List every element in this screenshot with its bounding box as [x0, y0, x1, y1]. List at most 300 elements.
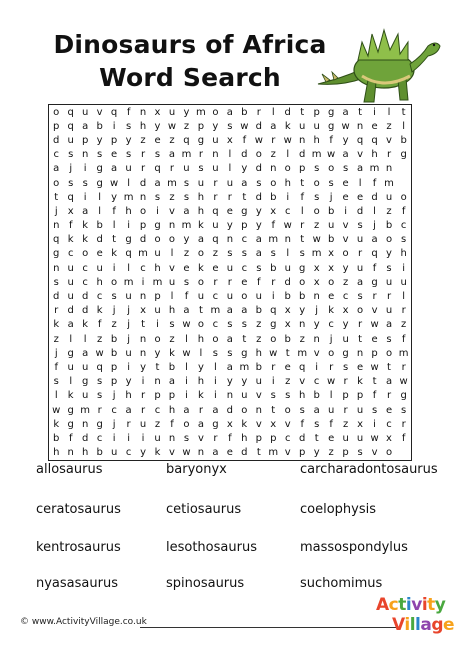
grid-letter: s [169, 319, 175, 331]
logo-letter: l [409, 615, 416, 635]
grid-letter: o [212, 333, 219, 345]
grid-letter: a [67, 319, 74, 331]
grid-letter: y [183, 234, 190, 246]
grid-letter: q [110, 106, 118, 118]
grid-letter: x [328, 262, 335, 274]
word-list-item: suchomimus [300, 576, 383, 591]
grid-letter: g [327, 120, 335, 132]
grid-letter: i [402, 262, 406, 274]
grid-letter: i [141, 376, 145, 388]
grid-row [49, 133, 411, 147]
grid-letter: y [342, 134, 349, 146]
logo-letter: i [421, 595, 428, 615]
grid-letter: y [96, 134, 103, 146]
grid-letter: k [198, 262, 204, 274]
grid-letter: l [373, 205, 376, 217]
grid-letter: z [169, 134, 175, 146]
grid-letter: o [270, 177, 277, 189]
grid-letter: c [154, 404, 161, 416]
grid-letter: c [212, 291, 219, 303]
grid-letter: w [269, 347, 278, 359]
grid-letter: v [357, 149, 364, 161]
grid-letter: d [226, 404, 234, 416]
grid-letter: n [313, 291, 320, 303]
grid-letter: o [197, 319, 204, 331]
grid-letter: l [69, 376, 73, 388]
grid-letter: h [299, 390, 306, 402]
grid-letter: r [213, 177, 218, 189]
grid-letter: y [140, 361, 146, 373]
grid-letter: n [168, 432, 176, 444]
grid-letter: w [370, 432, 379, 444]
grid-letter: a [385, 376, 393, 388]
grid-letter: b [168, 361, 176, 373]
grid-letter: r [386, 291, 392, 303]
grid-letter: d [255, 191, 262, 203]
grid-letter: d [255, 120, 262, 132]
grid-letter: z [212, 248, 219, 260]
grid-letter: t [300, 106, 305, 118]
grid-letter: v [284, 447, 291, 459]
grid-letter: p [110, 361, 118, 373]
grid-letter: x [140, 305, 146, 317]
grid-letter: s [357, 447, 363, 459]
grid-letter: p [270, 432, 277, 444]
grid-letter: s [68, 149, 74, 161]
word-list-item: nyasasaurus [36, 576, 118, 591]
grid-letter: g [53, 248, 60, 260]
grid-letter: w [399, 376, 408, 388]
grid-letter: x [313, 276, 320, 288]
grid-letter: c [328, 319, 334, 331]
grid-letter: t [372, 376, 377, 388]
grid-letter: i [127, 432, 130, 444]
grid-letter: w [110, 177, 119, 189]
grid-letter: v [96, 106, 103, 118]
grid-letter: u [110, 447, 118, 459]
grid-letter: r [386, 390, 392, 402]
grid-letter: b [313, 390, 320, 402]
grid-letter: r [386, 149, 392, 161]
grid-letter: d [299, 432, 306, 444]
grid-letter: y [111, 191, 118, 203]
grid-letter: u [385, 305, 393, 317]
grid-letter: o [313, 177, 320, 189]
grid-letter: j [329, 191, 333, 203]
grid-letter: m [268, 234, 279, 246]
logo-word-village [392, 615, 454, 635]
grid-letter: l [54, 390, 58, 402]
grid-letter: c [400, 220, 407, 232]
grid-letter: b [284, 291, 291, 303]
grid-letter: v [255, 390, 262, 402]
grid-letter: g [67, 418, 74, 430]
grid-letter: o [299, 276, 306, 288]
grid-letter: r [169, 163, 175, 175]
grid-letter: u [255, 291, 262, 303]
grid-letter: b [110, 333, 118, 345]
grid-letter: l [98, 205, 102, 217]
grid-letter: s [299, 404, 305, 416]
grid-letter: n [139, 291, 147, 303]
grid-letter: k [198, 220, 204, 232]
grid-letter: g [212, 418, 219, 430]
grid-letter: h [139, 120, 147, 132]
grid-letter: s [401, 404, 407, 416]
grid-letter: l [83, 333, 87, 345]
grid-letter: v [371, 305, 378, 317]
grid-letter: e [342, 191, 349, 203]
grid-letter: k [357, 376, 363, 388]
grid-letter: h [125, 205, 132, 217]
grid-letter: y [140, 447, 146, 459]
grid-letter: v [255, 418, 262, 430]
grid-letter: u [241, 390, 248, 402]
letter-grid-table [49, 105, 411, 460]
grid-letter: r [227, 191, 232, 203]
grid-letter: v [197, 432, 204, 444]
grid-letter: p [313, 106, 320, 118]
grid-letter: w [95, 347, 104, 359]
grid-letter: l [127, 262, 130, 274]
grid-letter: b [270, 262, 277, 274]
grid-letter: n [154, 376, 161, 388]
grid-letter: p [81, 134, 89, 146]
grid-letter: j [127, 333, 130, 345]
grid-letter: b [96, 120, 103, 132]
grid-letter: u [125, 163, 132, 175]
grid-letter: r [140, 149, 146, 161]
grid-letter: d [299, 149, 306, 161]
grid-letter: f [329, 418, 333, 430]
grid-letter: s [270, 248, 276, 260]
grid-letter: a [154, 177, 161, 189]
grid-letter: r [271, 361, 276, 373]
logo-letter: i [404, 615, 410, 635]
grid-letter: b [327, 234, 335, 246]
grid-letter: m [268, 447, 279, 459]
grid-letter: r [401, 361, 406, 373]
grid-letter: f [242, 134, 247, 146]
grid-letter: g [400, 390, 407, 402]
grid-letter: r [271, 134, 276, 146]
grid-letter: o [255, 149, 262, 161]
grid-letter: i [373, 106, 376, 118]
grid-letter: i [141, 276, 145, 288]
grid-letter: i [185, 376, 188, 388]
grid-letter: s [285, 390, 291, 402]
grid-letter: d [356, 205, 364, 217]
grid-letter: k [67, 234, 74, 246]
grid-letter: n [299, 134, 306, 146]
grid-letter: u [96, 262, 103, 274]
grid-letter: q [299, 361, 306, 373]
grid-letter: f [54, 361, 58, 373]
grid-letter: l [228, 163, 232, 175]
grid-letter: h [53, 447, 60, 459]
grid-letter: o [183, 418, 190, 430]
grid-letter: a [183, 205, 190, 217]
grid-letter: f [68, 432, 73, 444]
grid-letter: l [286, 149, 290, 161]
grid-letter: e [154, 134, 161, 146]
grid-letter: f [401, 205, 406, 217]
grid-letter: m [167, 177, 177, 189]
grid-letter: z [314, 220, 320, 232]
grid-letter: j [329, 333, 333, 345]
activity-village-logo [376, 595, 456, 647]
grid-letter: i [127, 220, 130, 232]
grid-letter: s [97, 390, 103, 402]
grid-letter: u [356, 404, 364, 416]
logo-word-activity [376, 595, 445, 615]
grid-letter: s [212, 347, 218, 359]
word-list [36, 462, 436, 597]
grid-letter: g [371, 276, 378, 288]
grid-letter: t [314, 432, 319, 444]
grid-letter: r [358, 319, 363, 331]
grid-letter: u [82, 106, 89, 118]
grid-letter: g [342, 347, 349, 359]
grid-letter: z [53, 333, 59, 345]
grid-letter: f [112, 205, 116, 217]
grid-letter: x [154, 106, 161, 118]
grid-letter: q [154, 163, 161, 175]
grid-letter: f [372, 177, 377, 189]
grid-letter: y [342, 262, 349, 274]
grid-letter: f [401, 432, 406, 444]
grid-letter: c [212, 319, 219, 331]
grid-letter: w [182, 319, 191, 331]
grid-letter: v [313, 347, 320, 359]
grid-letter: l [286, 248, 290, 260]
grid-letter: k [82, 234, 89, 246]
grid-letter: n [82, 149, 89, 161]
grid-letter: m [181, 149, 192, 161]
grid-letter: z [256, 319, 262, 331]
grid-letter: l [402, 120, 406, 132]
grid-letter: y [226, 376, 233, 388]
grid-letter: c [125, 447, 132, 459]
grid-letter: a [125, 404, 132, 416]
grid-letter: p [299, 447, 306, 459]
grid-letter: k [82, 319, 89, 331]
grid-letter: b [284, 333, 291, 345]
grid-letter: n [226, 234, 234, 246]
grid-letter: n [197, 447, 205, 459]
grid-letter: i [83, 163, 87, 175]
grid-letter: l [112, 220, 116, 232]
grid-letter: a [168, 149, 176, 161]
grid-letter: g [125, 234, 132, 246]
grid-letter: z [299, 333, 305, 345]
grid-letter: w [254, 134, 263, 146]
grid-letter: a [342, 106, 349, 118]
grid-letter: r [54, 305, 59, 317]
grid-letter: o [357, 305, 364, 317]
grid-letter: p [139, 220, 147, 232]
grid-letter: e [328, 291, 335, 303]
grid-letter: y [342, 319, 349, 331]
grid-letter: s [227, 120, 233, 132]
grid-letter: a [53, 163, 60, 175]
grid-letter: g [96, 163, 103, 175]
grid-letter: k [284, 120, 291, 132]
grid-letter: b [327, 205, 335, 217]
grid-letter: w [283, 220, 292, 232]
grid-letter: h [284, 177, 291, 189]
grid-letter: n [385, 163, 393, 175]
grid-row [49, 289, 411, 303]
grid-letter: n [226, 390, 234, 402]
grid-letter: d [53, 291, 60, 303]
word-list-item: coelophysis [300, 502, 377, 517]
grid-letter: l [185, 361, 188, 373]
grid-letter: u [212, 220, 219, 232]
grid-letter: h [197, 205, 205, 217]
logo-letter: y [434, 595, 446, 615]
grid-letter: u [226, 262, 234, 274]
grid-letter: f [97, 319, 102, 331]
grid-letter: r [343, 404, 348, 416]
grid-letter: s [154, 149, 161, 161]
grid-letter: o [168, 234, 176, 246]
grid-letter: z [342, 418, 349, 430]
grid-letter: l [402, 291, 406, 303]
grid-letter: a [385, 319, 393, 331]
grid-letter: r [213, 276, 218, 288]
grid-letter: s [328, 177, 334, 189]
grid-letter: p [110, 376, 118, 388]
grid-letter: z [342, 276, 349, 288]
grid-letter: u [342, 333, 349, 345]
grid-letter: i [112, 262, 116, 274]
grid-letter: z [140, 134, 146, 146]
grid-letter: l [228, 149, 232, 161]
grid-letter: u [82, 390, 89, 402]
grid-letter: k [96, 305, 103, 317]
grid-letter: x [284, 319, 291, 331]
grid-letter: e [284, 361, 291, 373]
grid-letter: x [270, 205, 277, 217]
grid-letter: t [242, 191, 247, 203]
grid-letter: l [98, 191, 102, 203]
grid-letter: r [329, 361, 334, 373]
word-list-item: cetiosaurus [166, 502, 242, 517]
grid-letter: v [284, 418, 291, 430]
grid-letter: r [97, 404, 102, 416]
grid-letter: r [300, 220, 305, 232]
grid-letter: s [82, 177, 88, 189]
grid-letter: t [112, 234, 117, 246]
grid-letter: y [154, 347, 161, 359]
grid-letter: o [328, 347, 335, 359]
grid-letter: e [212, 262, 219, 274]
grid-letter: y [299, 305, 306, 317]
grid-letter: n [255, 404, 262, 416]
grid-letter: q [125, 248, 132, 260]
grid-letter [396, 162, 411, 176]
grid-letter: y [241, 376, 248, 388]
grid-letter: e [226, 205, 233, 217]
grid-letter: u [342, 432, 349, 444]
grid-letter: j [127, 305, 130, 317]
grid-letter: n [356, 347, 364, 359]
grid-letter: c [284, 205, 291, 217]
grid-letter: h [313, 134, 320, 146]
grid-letter: l [127, 177, 130, 189]
grid-letter: n [299, 319, 306, 331]
grid-letter: f [372, 262, 377, 274]
grid-letter: u [139, 418, 147, 430]
grid-letter: m [80, 404, 91, 416]
grid-letter: z [97, 333, 103, 345]
grid-letter: i [156, 205, 159, 217]
grid-letter: z [270, 149, 276, 161]
grid-letter: l [170, 248, 174, 260]
grid-letter: w [327, 376, 336, 388]
grid-letter: i [156, 319, 159, 331]
grid-letter: j [112, 418, 116, 430]
grid-letter: z [386, 205, 392, 217]
grid-letter: s [97, 376, 103, 388]
grid-letter: s [357, 220, 363, 232]
grid-letter: s [68, 177, 74, 189]
grid-letter: s [270, 390, 276, 402]
grid-letter: d [96, 234, 103, 246]
grid-letter: t [300, 234, 305, 246]
grid-letter: h [241, 432, 248, 444]
grid-letter: z [401, 319, 407, 331]
grid-letter: f [300, 418, 304, 430]
grid-letter: v [169, 205, 175, 217]
word-list-item: allosaurus [36, 462, 103, 477]
grid-letter: t [401, 106, 406, 118]
grid-letter: k [169, 347, 175, 359]
grid-letter: u [299, 120, 306, 132]
grid-letter: u [125, 347, 132, 359]
grid-letter: i [344, 205, 347, 217]
grid-letter: e [357, 361, 364, 373]
grid-letter: r [227, 276, 232, 288]
grid-letter: a [82, 120, 89, 132]
grid-letter: p [342, 390, 349, 402]
grid-letter: w [312, 234, 321, 246]
grid-letter: s [241, 248, 247, 260]
grid-letter: m [196, 106, 206, 118]
grid-letter: c [386, 418, 392, 430]
grid-letter: s [97, 149, 103, 161]
grid-letter: q [96, 361, 103, 373]
grid-letter: r [198, 149, 203, 161]
grid-letter: q [67, 106, 74, 118]
grid-row [49, 219, 411, 233]
grid-letter: t [387, 361, 391, 373]
grid-letter: p [241, 220, 248, 232]
grid-letter: b [96, 220, 103, 232]
grid-letter: l [199, 347, 203, 359]
grid-letter: b [53, 432, 60, 444]
grid-letter: c [140, 262, 146, 274]
grid-letter: w [370, 361, 379, 373]
grid-letter: y [125, 134, 132, 146]
grid-letter: o [53, 106, 60, 118]
grid-letter: j [112, 390, 116, 402]
grid-letter: d [139, 234, 147, 246]
grid-letter: w [327, 149, 336, 161]
grid-letter: e [111, 149, 118, 161]
grid-letter: h [96, 276, 103, 288]
